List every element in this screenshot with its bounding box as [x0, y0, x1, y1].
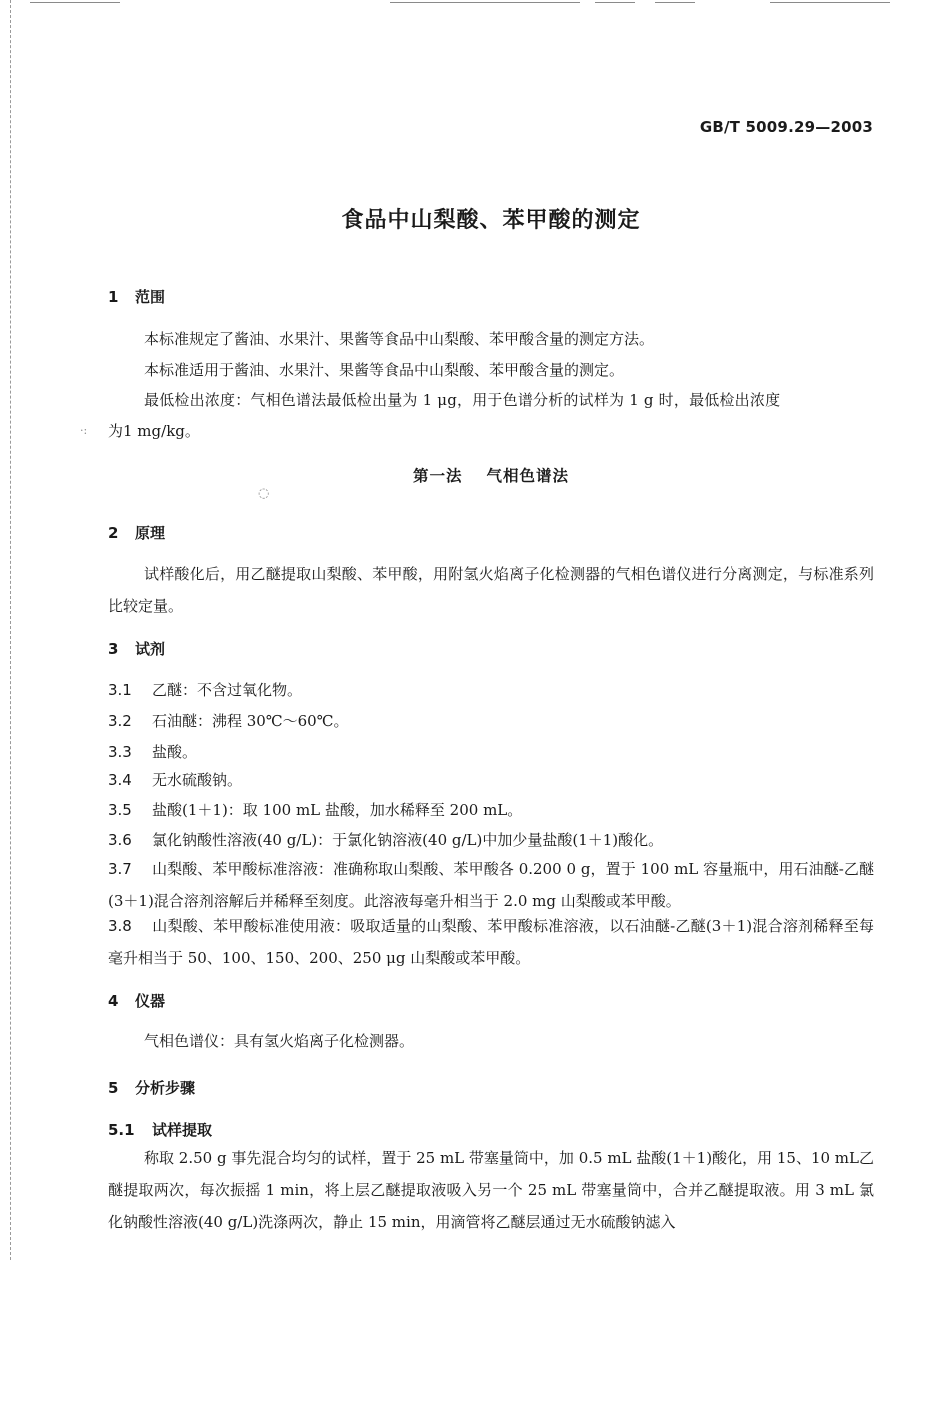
scan-top-rule — [770, 2, 890, 3]
section-number: 4 — [108, 992, 119, 1010]
reagent-item — [108, 674, 874, 706]
scan-top-rule — [30, 2, 120, 3]
standard-code: GB/T 5009.29—2003 — [699, 118, 873, 136]
principle-paragraph: 试样酸化后，用乙醚提取山梨酸、苯甲酸，用附氢火焰离子化检测器的气相色谱仪进行分离测定，与标准系列比较定量。 — [108, 565, 874, 615]
item-number: 3.8 — [108, 917, 132, 935]
item-text: 石油醚：沸程 30℃～60℃。 — [152, 712, 349, 730]
extraction-paragraph: 称取 2.50 g 事先混合均匀的试样，置于 25 mL 带塞量筒中，加 0.5 mL 盐酸(1＋1)酸化，用 15、10 mL乙醚提取两次，每次振摇 1 min，将上层乙醚提取液吸入另一个 25 mL 带塞量筒中，合并乙醚提取液。用 3 mL 氯化钠酸性溶液(40 g/L)洗涤两次，静止 15 min，用滴管将乙醚层通过无水硫酸钠滤入 — [108, 1149, 874, 1231]
item-text: 氯化钠酸性溶液(40 g/L)：于氯化钠溶液(40 g/L)中加少量盐酸(1＋1)酸化。 — [152, 831, 664, 849]
reagent-item — [108, 910, 874, 974]
section-number: 5 — [108, 1079, 119, 1097]
section-2-heading — [108, 522, 165, 543]
section-title: 原理 — [135, 524, 166, 542]
section-title: 范围 — [135, 288, 166, 306]
item-number: 3.3 — [108, 743, 132, 761]
method-title — [0, 464, 950, 486]
scan-top-rule — [595, 2, 635, 3]
reagent-item — [108, 853, 874, 917]
item-text: 无水硫酸钠。 — [152, 771, 243, 789]
section-4-heading — [108, 990, 165, 1011]
method-number: 第一法 — [412, 467, 463, 485]
apparatus-paragraph: 气相色谱仪：具有氢火焰离子化检测器。 — [144, 1032, 415, 1050]
item-number: 3.4 — [108, 771, 132, 789]
section-3-heading — [108, 638, 165, 659]
scan-circle-mark: ◌ — [258, 486, 270, 501]
method-name: 气相色谱法 — [486, 467, 570, 485]
item-number: 3.6 — [108, 831, 132, 849]
section-number: 2 — [108, 524, 119, 542]
reagent-item — [108, 824, 874, 856]
scan-speck: ·: — [80, 424, 88, 437]
item-number: 3.7 — [108, 860, 132, 878]
section-number: 1 — [108, 288, 119, 306]
document-title: 食品中山梨酸、苯甲酸的测定 — [341, 208, 641, 233]
section-title: 仪器 — [135, 992, 166, 1010]
subsection-number: 5.1 — [108, 1121, 135, 1139]
item-number: 3.2 — [108, 712, 132, 730]
reagent-item — [108, 764, 874, 796]
section-1-heading — [108, 286, 165, 307]
item-text: 乙醚：不含过氧化物。 — [152, 681, 303, 699]
item-number: 3.1 — [108, 681, 132, 699]
scan-left-edge — [10, 0, 11, 1260]
item-number: 3.5 — [108, 801, 132, 819]
section-5-heading — [108, 1077, 195, 1098]
section-5-1-heading — [108, 1119, 212, 1140]
scan-top-rule — [655, 2, 695, 3]
scope-paragraph-3-continued: 为1 mg/kg。 — [108, 422, 200, 440]
scope-paragraph-3: 最低检出浓度：气相色谱法最低检出量为 1 μg，用于色谱分析的试样为 1 g 时，最低检出浓度 — [144, 391, 781, 409]
item-text: 盐酸(1＋1)：取 100 mL 盐酸，加水稀释至 200 mL。 — [152, 801, 523, 819]
subsection-title: 试样提取 — [152, 1121, 213, 1139]
item-text: 山梨酸、苯甲酸标准使用液：吸取适量的山梨酸、苯甲酸标准溶液，以石油醚-乙醚(3＋1)混合溶剂稀释至每毫升相当于 50、100、150、200、250 μg 山梨酸或苯甲酸。 — [108, 917, 874, 967]
scan-top-rule — [390, 2, 580, 3]
reagent-item — [108, 705, 874, 737]
item-text: 盐酸。 — [152, 743, 198, 761]
reagent-item — [108, 794, 874, 826]
scope-paragraph-2: 本标准适用于酱油、水果汁、果酱等食品中山梨酸、苯甲酸含量的测定。 — [144, 361, 625, 379]
item-text: 山梨酸、苯甲酸标准溶液：准确称取山梨酸、苯甲酸各 0.200 0 g，置于 100 mL 容量瓶中，用石油醚-乙醚(3＋1)混合溶剂溶解后并稀释至刻度。此溶液每毫升相当于 2.0 mg 山梨酸或苯甲酸。 — [108, 860, 874, 910]
scope-paragraph-1: 本标准规定了酱油、水果汁、果酱等食品中山梨酸、苯甲酸含量的测定方法。 — [144, 330, 655, 348]
section-title: 试剂 — [135, 640, 166, 658]
section-number: 3 — [108, 640, 119, 658]
section-title: 分析步骤 — [135, 1079, 196, 1097]
